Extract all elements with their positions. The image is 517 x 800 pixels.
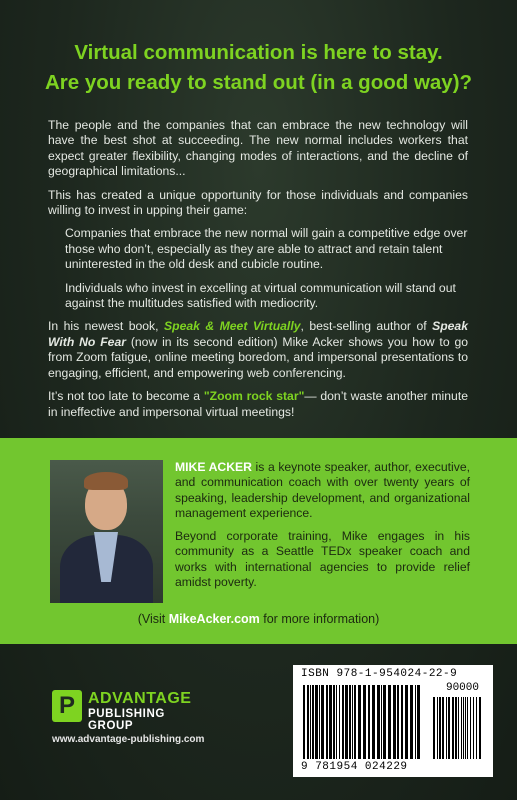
paragraph-book — [48, 319, 468, 381]
author-website-link[interactable]: MikeAcker.com — [168, 612, 260, 626]
bio-paragraph-1 — [175, 460, 470, 521]
publisher-name-line-1: ADVANTAGE — [88, 690, 192, 707]
publisher-website[interactable]: www.advantage-publishing.com — [52, 734, 205, 745]
bio-paragraph-2: Beyond corporate training, Mike engages in his community as a Seattle TEDx speaker coach and works with international agencies to provide relief amidst poverty. — [175, 529, 470, 590]
bio-text-1: is a keynote speaker, author, executive, and communication coach with over twenty years of speaking, leadership development, and organizational management experience. — [175, 460, 470, 520]
paragraph-intro: The people and the companies that can embrace the new technology will have the best shot at succeeding. The new normal includes workers that expect greater flexibility, changing modes of interactions, and the decline of geographical limitations... — [48, 118, 468, 179]
publisher-mark-icon — [52, 690, 82, 722]
bullet-companies: Companies that embrace the new normal will gain a competitive edge over those who don’t, especially as they are able to attract and retain talent uninterested in the old desk and cubicle routine. — [65, 226, 468, 272]
price-code: 90000 — [445, 682, 479, 694]
author-bio — [175, 460, 470, 598]
visit-text-a: (Visit — [137, 612, 169, 626]
previous-book-title: Speak With No Fear — [48, 319, 468, 349]
book-text-a: In his newest book, — [48, 319, 164, 334]
paragraph-call-to-action — [48, 389, 468, 420]
bullet-individuals: Individuals who invest in excelling at virtual communication will stand out against the multitudes satisfied with mediocrity. — [65, 280, 456, 311]
barcode-box — [293, 665, 493, 777]
author-name: MIKE ACKER — [175, 460, 252, 474]
headline — [20, 38, 497, 98]
cta-text-b: — don’t waste another minute in ineffective and impersonal virtual meetings! — [48, 389, 468, 419]
headline-line-1: Virtual communication is here to stay. — [74, 41, 443, 64]
author-photo-hair — [84, 472, 128, 490]
author-photo — [50, 460, 163, 603]
description — [48, 118, 468, 428]
publisher-mark-letter: P — [58, 692, 75, 719]
book-text-c: (now in its second edition) Mike Acker shows you how to go from Zoom fatigue, online meeting boredom, and impersonal presentations to engaging, efficient, and empowering web conferencing. — [48, 334, 468, 380]
book-title: Speak & Meet Virtually — [164, 319, 301, 334]
zoom-rock-star: "Zoom rock star" — [203, 389, 305, 404]
publisher-logo — [52, 690, 212, 730]
visit-text-b: for more information) — [259, 612, 380, 626]
cta-text-a: It’s not too late to become a — [48, 389, 204, 404]
visit-line — [0, 612, 517, 626]
publisher-name-line-2: PUBLISHING GROUP — [88, 708, 165, 732]
isbn-text: ISBN 978-1-954024-22-9 — [301, 668, 458, 680]
book-text-b: , best-selling author of — [300, 319, 433, 334]
ean-number: 9 781954 024229 — [301, 761, 408, 773]
headline-line-2: Are you ready to stand out (in a good way)? — [44, 71, 473, 94]
paragraph-opportunity: This has created a unique opportunity for those individuals and companies willing to invest in upping their game: — [48, 187, 468, 218]
